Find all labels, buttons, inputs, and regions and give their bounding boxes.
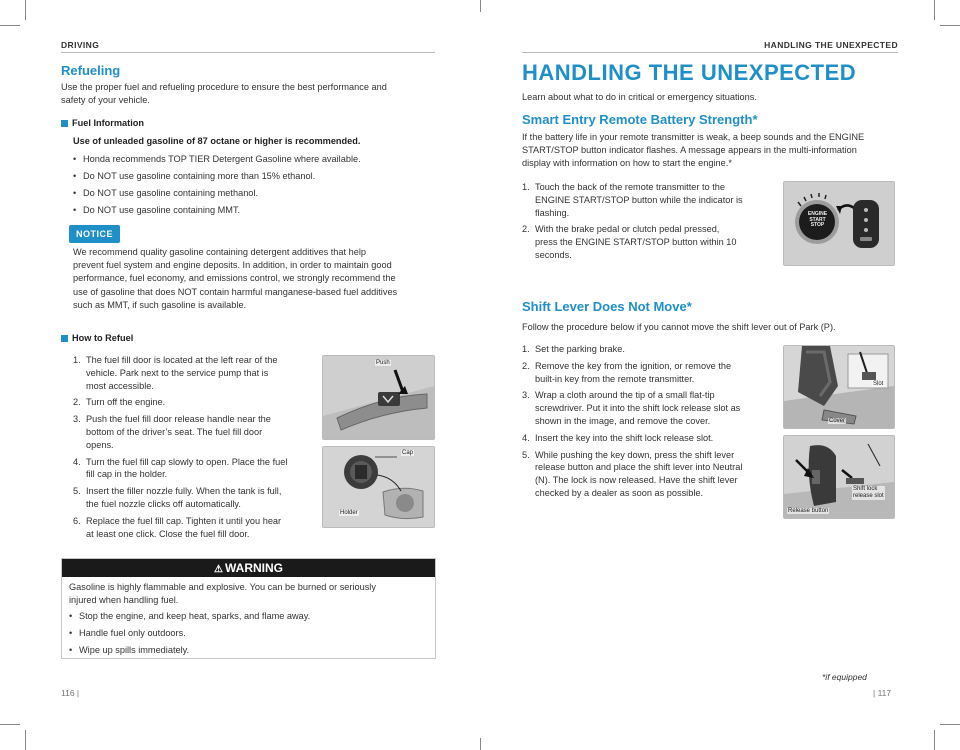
step-item [522, 223, 772, 261]
engine-start-button-text [805, 212, 830, 229]
text-line: vehicle. Park next to the service pump that is [86, 367, 269, 378]
page-title: HANDLING THE UNEXPECTED [522, 60, 857, 85]
warning-box [61, 558, 436, 659]
text-line: built-in key from the remote transmitter. [535, 373, 695, 384]
text-line: Replace the fuel fill cap. Tighten it until you hear [86, 515, 282, 526]
refueling-intro [61, 81, 441, 107]
warning-text [69, 581, 429, 607]
step-item [522, 343, 782, 356]
warning-header [62, 559, 435, 577]
text-line: seconds. [535, 249, 572, 260]
step-item [73, 396, 308, 409]
subheading-text: How to Refuel [72, 333, 134, 343]
text-line: safety of your vehicle. [61, 95, 150, 106]
fuel-info-list [73, 153, 433, 221]
text-line: Insert the key into the shift lock release slot. [535, 432, 714, 443]
section-title-smart-entry: Smart Entry Remote Battery Strength* [522, 112, 758, 127]
text-line: While pushing the key down, press the shift lever [535, 449, 735, 460]
figure-label-cap: Cap [402, 450, 414, 456]
text-line: such as MMT, if such gasoline is available. [73, 299, 247, 310]
step-number: 2. [522, 224, 530, 235]
text-line: (N). The lock is now released. Have the shift lever [535, 475, 738, 486]
figure-label-holder: Holder [340, 510, 358, 516]
engine-start-remote-illustration [784, 182, 894, 265]
text-line: Turn off the engine. [86, 397, 166, 408]
shift-lever-intro: Follow the procedure below if you cannot move the shift lever out of Park (P). [522, 322, 836, 332]
page-number: 116 | [61, 688, 80, 698]
text-line: Use the proper fuel and refueling procedure to ensure the best performance and [61, 82, 387, 92]
square-bullet-icon [61, 120, 68, 127]
shift-lever-release-illustration [784, 436, 894, 518]
fuel-door-release-figure [322, 355, 435, 440]
step-number: 2. [73, 397, 81, 408]
running-head: DRIVING [61, 40, 100, 50]
text-line: Remove the key from the ignition, or remove the [535, 360, 732, 371]
text-line: shown in the image, and remove the cover. [535, 415, 711, 426]
octane-recommendation: Use of unleaded gasoline of 87 octane or higher is recommended. [73, 136, 361, 146]
step-item [522, 432, 782, 445]
subheading-how-to-refuel [61, 333, 133, 343]
step-item [73, 515, 308, 541]
header-rule [61, 52, 435, 53]
step-item [522, 181, 772, 219]
text-line: Touch the back of the remote transmitter to the [535, 182, 725, 192]
list-item: • Honda recommends TOP TIER Detergent Gasoline where available. [73, 153, 433, 170]
text-line: fill cap in the holder. [86, 469, 168, 480]
step-number: 1. [522, 182, 530, 192]
notice-badge: NOTICE [69, 225, 120, 243]
shift-lock-slot-figure [783, 345, 895, 429]
step-number: 3. [73, 414, 81, 425]
text-line: release slot [853, 493, 884, 499]
figure-label-shift-lock [852, 486, 885, 500]
figure-label-push: Push [376, 360, 390, 366]
text-line: Turn the fuel fill cap slowly to open. Place the fuel [86, 456, 288, 467]
step-number: 5. [522, 449, 530, 460]
step-item [522, 360, 782, 386]
text-line: prevent fuel system and engine deposits. In addition, in order to maintain good [73, 260, 392, 271]
page-intro: Learn about what to do in critical or emergency situations. [522, 92, 757, 102]
step-item [73, 413, 308, 451]
step-number: 4. [73, 456, 81, 467]
text-line: Push the fuel fill door release handle near the [86, 414, 271, 425]
text-line: START/STOP button indicator flashes. A message appears in the multi-information [522, 145, 857, 156]
engine-start-remote-figure [783, 181, 895, 266]
subheading-text: Fuel Information [72, 118, 144, 128]
text-line: performance, fuel economy, and emissions control, we strongly recommend the [73, 273, 396, 284]
step-number: 1. [73, 355, 81, 365]
text-line: release button and place the shift lever into Neutral [535, 462, 743, 473]
list-item: • Handle fuel only outdoors. [69, 627, 429, 644]
text-line: most accessible. [86, 380, 154, 391]
smart-entry-steps [522, 181, 772, 266]
text-line: Set the parking brake. [535, 344, 625, 354]
shift-lock-slot-illustration [784, 346, 894, 428]
square-bullet-icon [61, 335, 68, 342]
fuel-cap-figure [322, 446, 435, 528]
step-number: 5. [73, 486, 81, 497]
shift-lever-release-figure [783, 435, 895, 519]
page-number: | 117 [873, 688, 892, 698]
section-title-shift-lever: Shift Lever Does Not Move* [522, 299, 692, 314]
step-number: 3. [522, 390, 530, 401]
text-line: display with information on how to start the engine.* [522, 158, 732, 169]
text-line: screwdriver. Put it into the shift lock release slot as [535, 403, 741, 414]
step-item [73, 456, 308, 482]
text-line: press the ENGINE START/STOP button within 10 [535, 237, 737, 248]
list-item: • Wipe up spills immediately. [69, 644, 429, 661]
text-line: START [809, 216, 826, 223]
text-line: at least one click. Close the fuel fill door. [86, 528, 250, 539]
fuel-door-release-illustration [323, 356, 434, 439]
text-line: Wrap a cloth around the tip of a small flat-tip [535, 390, 715, 401]
text-line: STOP [810, 222, 825, 228]
list-item: • Do NOT use gasoline containing more than 15% ethanol. [73, 170, 433, 187]
running-head: HANDLING THE UNEXPECTED [764, 40, 898, 50]
text-line: Insert the filler nozzle fully. When the tank is full, [86, 486, 282, 497]
footnote: *if equipped [822, 672, 867, 682]
figure-label-cover: Cover [829, 418, 846, 424]
step-item [522, 389, 782, 427]
step-item [522, 449, 782, 500]
subheading-fuel-info [61, 118, 144, 128]
text-line: Shift lock [853, 486, 878, 492]
text-line: use of gasoline that does NOT contain harmful manganese-based fuel additives [73, 286, 398, 297]
text-line: checked by a dealer as soon as possible. [535, 487, 704, 498]
step-item [73, 354, 308, 392]
figure-label-release-button: Release button [788, 508, 829, 514]
text-line: Gasoline is highly flammable and explosive. You can be burned or seriously [69, 582, 376, 592]
warning-triangle-icon: ⚠ [214, 564, 223, 575]
list-item: • Stop the engine, and keep heat, sparks, and flame away. [69, 610, 429, 627]
text-line: flashing. [535, 207, 570, 218]
step-number: 4. [522, 432, 530, 443]
step-number: 6. [73, 515, 81, 526]
warning-list [69, 610, 429, 661]
smart-entry-intro [522, 131, 902, 171]
warning-title: WARNING [224, 561, 283, 575]
list-item: • Do NOT use gasoline containing MMT. [73, 204, 433, 221]
step-item [73, 485, 308, 511]
text-line: bottom of the driver’s seat. The fuel fill door [86, 426, 263, 437]
text-line: opens. [86, 439, 114, 450]
text-line: injured when handling fuel. [69, 595, 179, 606]
section-title-refueling: Refueling [61, 63, 121, 78]
shift-lever-steps [522, 343, 782, 504]
list-item: • Do NOT use gasoline containing methanol. [73, 187, 433, 204]
step-number: 1. [522, 344, 530, 354]
figure-label-slot: Slot [873, 381, 884, 387]
text-line: The fuel fill door is located at the left rear of the [86, 355, 278, 365]
text-line: ENGINE START/STOP button while the indicator is [535, 194, 743, 205]
text-line: With the brake pedal or clutch pedal pressed, [535, 224, 720, 235]
header-rule [522, 52, 898, 53]
text-line: If the battery life in your remote transmitter is weak, a beep sounds and the ENGINE [522, 132, 865, 142]
text-line: We recommend quality gasoline containing detergent additives that help [73, 247, 366, 257]
text-line: the fuel nozzle clicks off automatically. [86, 498, 241, 509]
step-number: 2. [522, 360, 530, 371]
refuel-steps [73, 354, 308, 544]
text-line: ENGINE [807, 211, 828, 217]
notice-text [73, 246, 443, 312]
